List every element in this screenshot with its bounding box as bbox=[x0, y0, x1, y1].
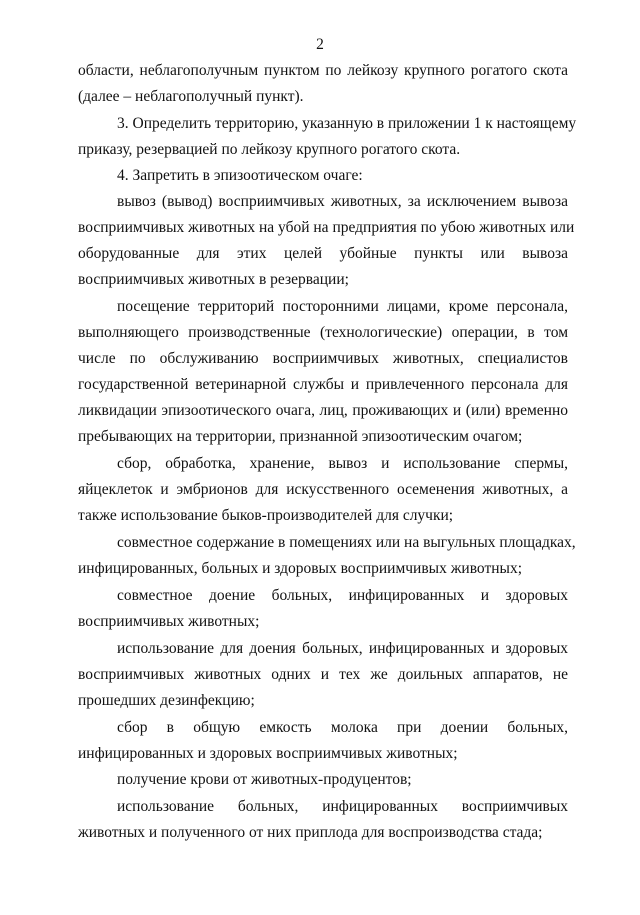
text-line: яйцеклеток и эмбрионов для искусственного осеменения животных, а bbox=[78, 481, 568, 498]
page-number: 2 bbox=[316, 36, 324, 53]
text-line: области, неблагополучным пунктом по лейкозу крупного рогатого скота bbox=[78, 62, 568, 79]
text-line: получение крови от животных-продуцентов; bbox=[117, 771, 412, 788]
text-line: ликвидации эпизоотического очага, лиц, проживающих и (или) временно bbox=[78, 402, 568, 419]
text-line: (далее – неблагополучный пункт). bbox=[78, 88, 304, 105]
text-line: также использование быков-производителей для случки; bbox=[78, 507, 454, 524]
text-line: инфицированных и здоровых восприимчивых животных; bbox=[78, 745, 458, 762]
text-line: прошедших дезинфекцию; bbox=[78, 692, 255, 709]
text-line: восприимчивых животных в резервации; bbox=[78, 271, 349, 288]
text-line: оборудованные для этих целей убойные пункты или вывоза bbox=[78, 245, 568, 262]
text-line: приказу, резервацией по лейкозу крупного рогатого скота. bbox=[78, 141, 461, 158]
text-line: восприимчивых животных; bbox=[78, 613, 260, 630]
text-line: использование больных, инфицированных восприимчивых bbox=[117, 798, 568, 815]
text-line: животных и полученного от них приплода для воспроизводства стада; bbox=[78, 824, 543, 841]
text-line: 3. Определить территорию, указанную в приложении 1 к настоящему bbox=[117, 115, 577, 132]
text-line: сбор в общую емкость молока при доении больных, bbox=[117, 719, 568, 736]
text-line: пребывающих на территории, признанной эпизоотическим очагом; bbox=[78, 428, 523, 445]
text-line: восприимчивых животных одних и тех же доильных аппаратов, не bbox=[78, 666, 568, 683]
text-line: выполняющего производственные (технологические) операции, в том bbox=[78, 324, 568, 341]
text-line: использование для доения больных, инфицированных и здоровых bbox=[117, 640, 568, 657]
text-line: восприимчивых животных на убой на предприятия по убою животных или bbox=[78, 219, 575, 236]
text-line: государственной ветеринарной службы и привлеченного персонала для bbox=[78, 376, 568, 393]
text-line: сбор, обработка, хранение, вывоз и использование спермы, bbox=[117, 455, 568, 472]
text-line: совместное доение больных, инфицированных и здоровых bbox=[117, 587, 568, 604]
text-line: вывоз (вывод) восприимчивых животных, за исключением вывоза bbox=[117, 193, 568, 210]
text-line: числе по обслуживанию восприимчивых животных, специалистов bbox=[78, 350, 568, 367]
text-line: инфицированных, больных и здоровых восприимчивых животных; bbox=[78, 560, 523, 577]
text-line: посещение территорий посторонними лицами, кроме персонала, bbox=[117, 298, 568, 315]
text-line: 4. Запретить в эпизоотическом очаге: bbox=[117, 167, 363, 184]
text-line: совместное содержание в помещениях или на выгульных площадках, bbox=[117, 534, 576, 551]
